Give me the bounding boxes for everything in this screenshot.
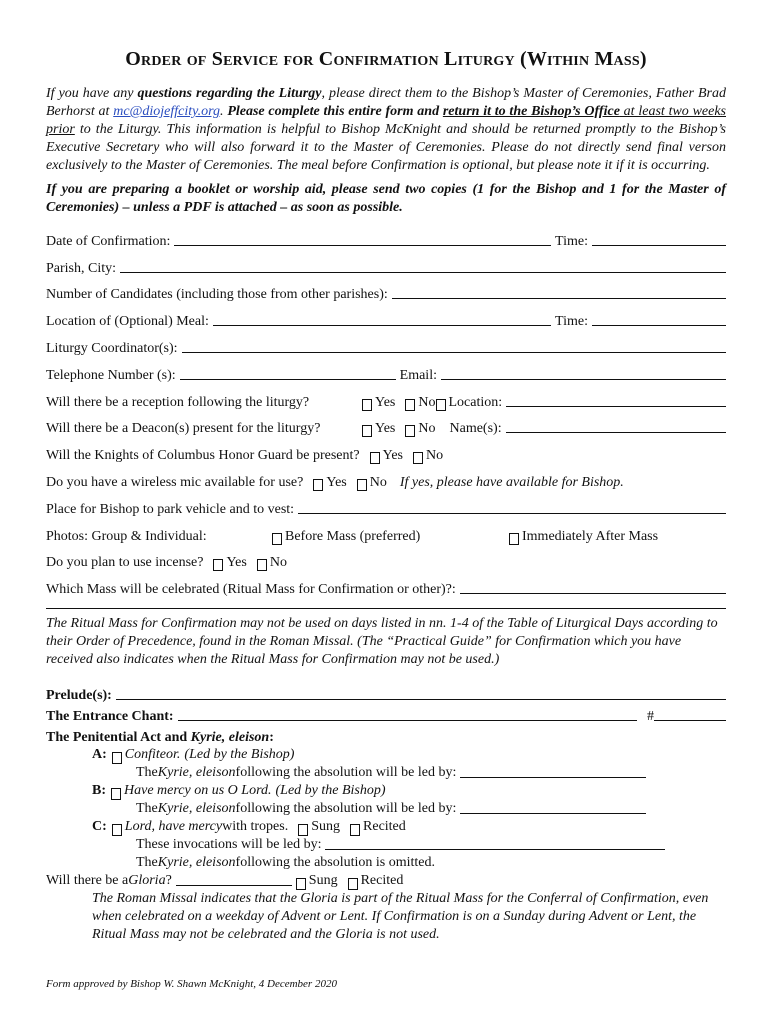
meal-row: Location of (Optional) Meal: Time: [46, 303, 726, 330]
location-checkbox[interactable] [436, 399, 446, 411]
gloria-sung-checkbox[interactable] [296, 878, 306, 890]
entrance-row: The Entrance Chant: # [46, 704, 726, 725]
option-a-leader-field[interactable] [460, 763, 646, 778]
penitential-heading: The Penitential Act and Kyrie, eleison: [46, 730, 274, 746]
reception-row: Will there be a reception following the liturgy? Yes No Location: [46, 384, 726, 411]
knights-yes-checkbox[interactable] [370, 452, 380, 464]
option-b-leader-field[interactable] [460, 799, 646, 814]
before-mass-checkbox[interactable] [272, 533, 282, 545]
meal-time-field[interactable] [592, 311, 726, 326]
meal-location-field[interactable] [213, 311, 551, 326]
option-a: A: Confiteor. (Led by the Bishop) [92, 747, 295, 763]
form-page [46, 48, 726, 944]
candidates-field[interactable] [392, 284, 726, 299]
divider [46, 608, 726, 609]
email-link[interactable]: mc@diojeffcity.org [113, 104, 221, 119]
incense-row: Do you plan to use incense? Yes No [46, 555, 287, 571]
parish-field[interactable] [120, 258, 726, 273]
mic-row: Do you have a wireless mic available for use? Yes No If yes, please have available for Bishop. [46, 474, 624, 490]
booklet-paragraph: If you are preparing a booklet or worship aid, please send two copies (1 for the Bishop and 1 for the Master of Ceremonies) – unless a PDF is attached – as soon as possible. [46, 182, 726, 215]
entrance-field[interactable] [178, 706, 637, 721]
prelude-field[interactable] [116, 685, 726, 700]
entrance-number-field[interactable] [654, 706, 726, 721]
option-c-kyrie: The Kyrie, eleison following the absolution is omitted. [136, 855, 436, 871]
knights-no-checkbox[interactable] [413, 452, 423, 464]
reception-yes-checkbox[interactable] [362, 399, 372, 411]
option-b-checkbox[interactable] [111, 788, 121, 800]
knights-row: Will the Knights of Columbus Honor Guard be present? Yes No [46, 448, 444, 464]
after-mass-checkbox[interactable] [509, 533, 519, 545]
invocations-leader-field[interactable] [325, 835, 665, 850]
option-a-checkbox[interactable] [112, 752, 122, 764]
footer-note: Form approved by Bishop W. Shawn McKnight, 4 December 2020 [46, 978, 337, 990]
gloria-note: The Roman Missal indicates that the Gloria is part of the Ritual Mass for the Conferral of Confirmation, even when celebrated on a weekday of Advent or Lent. If Confirmation is on a Sunday during Advent or Lent, the Ritual Mass may not be celebrated and the Gloria is not used. [92, 891, 709, 943]
email-field[interactable] [441, 365, 726, 380]
intro-paragraph: If you have any questions regarding the Liturgy, please direct them to the Bishop’s Master of Ceremonies, Father Brad Berhorst at mc@diojeffcity.org. Please complete this entire form and return it to the Bishop’s Office at least two weeks prior to the Liturgy. This information is helpful to Bishop McKnight and should be returned promptly to the Bishop’s Executive Secretary who will also forward it to the Master of Ceremonies. Please do not directly send final verson exclusively to the Master of Ceremonies. The meal before Confirmation is optional, but please note it if it is occurring. [46, 86, 726, 173]
reception-location-field[interactable] [506, 392, 726, 407]
which-mass-field[interactable] [460, 579, 726, 594]
deacon-no-checkbox[interactable] [405, 425, 415, 437]
phone-field[interactable] [180, 365, 396, 380]
which-mass-row: Which Mass will be celebrated (Ritual Mass for Confirmation or other)?: [46, 571, 726, 598]
option-b: B: Have mercy on us O Lord. (Led by the Bishop) [92, 783, 386, 799]
option-c-checkbox[interactable] [112, 824, 122, 836]
option-c-invocations: These invocations will be led by: [46, 836, 726, 854]
mic-no-checkbox[interactable] [357, 479, 367, 491]
option-c-sung-checkbox[interactable] [298, 824, 308, 836]
gloria-recited-checkbox[interactable] [348, 878, 358, 890]
gloria-field[interactable] [176, 871, 292, 886]
deacon-row: Will there be a Deacon(s) present for the liturgy? Yes No Name(s): [46, 411, 726, 438]
park-row: Place for Bishop to park vehicle and to vest: [46, 491, 726, 518]
incense-no-checkbox[interactable] [257, 559, 267, 571]
mic-yes-checkbox[interactable] [313, 479, 323, 491]
option-b-kyrie: The Kyrie, eleison following the absolution will be led by: [46, 800, 726, 818]
ritual-note: The Ritual Mass for Confirmation may not be used on days listed in nn. 1-4 of the Table of Liturgical Days according to their Order of Precedence, found in the Roman Missal. (The “Practical Guide” for Confirmation which you have received also indicates when the Ritual Mass for Confirmation may not be used.) [46, 616, 718, 668]
coordinator-field[interactable] [182, 338, 726, 353]
coordinator-row: Liturgy Coordinator(s): [46, 330, 726, 357]
deacon-yes-checkbox[interactable] [362, 425, 372, 437]
page-title: Order of Service for Confirmation Liturgy (Within Mass) [125, 48, 647, 70]
deacon-names-field[interactable] [506, 418, 726, 433]
option-a-kyrie: The Kyrie, eleison following the absolution will be led by: [46, 764, 726, 782]
photos-row: Photos: Group & Individual: Before Mass (preferred) Immediately After Mass [46, 528, 659, 544]
date-field[interactable] [174, 231, 551, 246]
parish-row: Parish, City: [46, 250, 726, 277]
date-row: Date of Confirmation: Time: [46, 223, 726, 250]
phone-row: Telephone Number (s): Email: [46, 357, 726, 384]
reception-no-checkbox[interactable] [405, 399, 415, 411]
option-c: C: Lord, have mercy with tropes. Sung Recited [92, 819, 406, 835]
candidates-row: Number of Candidates (including those from other parishes): [46, 277, 726, 304]
gloria-row: Will there be a Gloria ? Sung Recited [46, 873, 404, 889]
park-field[interactable] [298, 499, 726, 514]
time-field[interactable] [592, 231, 726, 246]
prelude-row: Prelude(s): [46, 683, 726, 704]
incense-yes-checkbox[interactable] [213, 559, 223, 571]
